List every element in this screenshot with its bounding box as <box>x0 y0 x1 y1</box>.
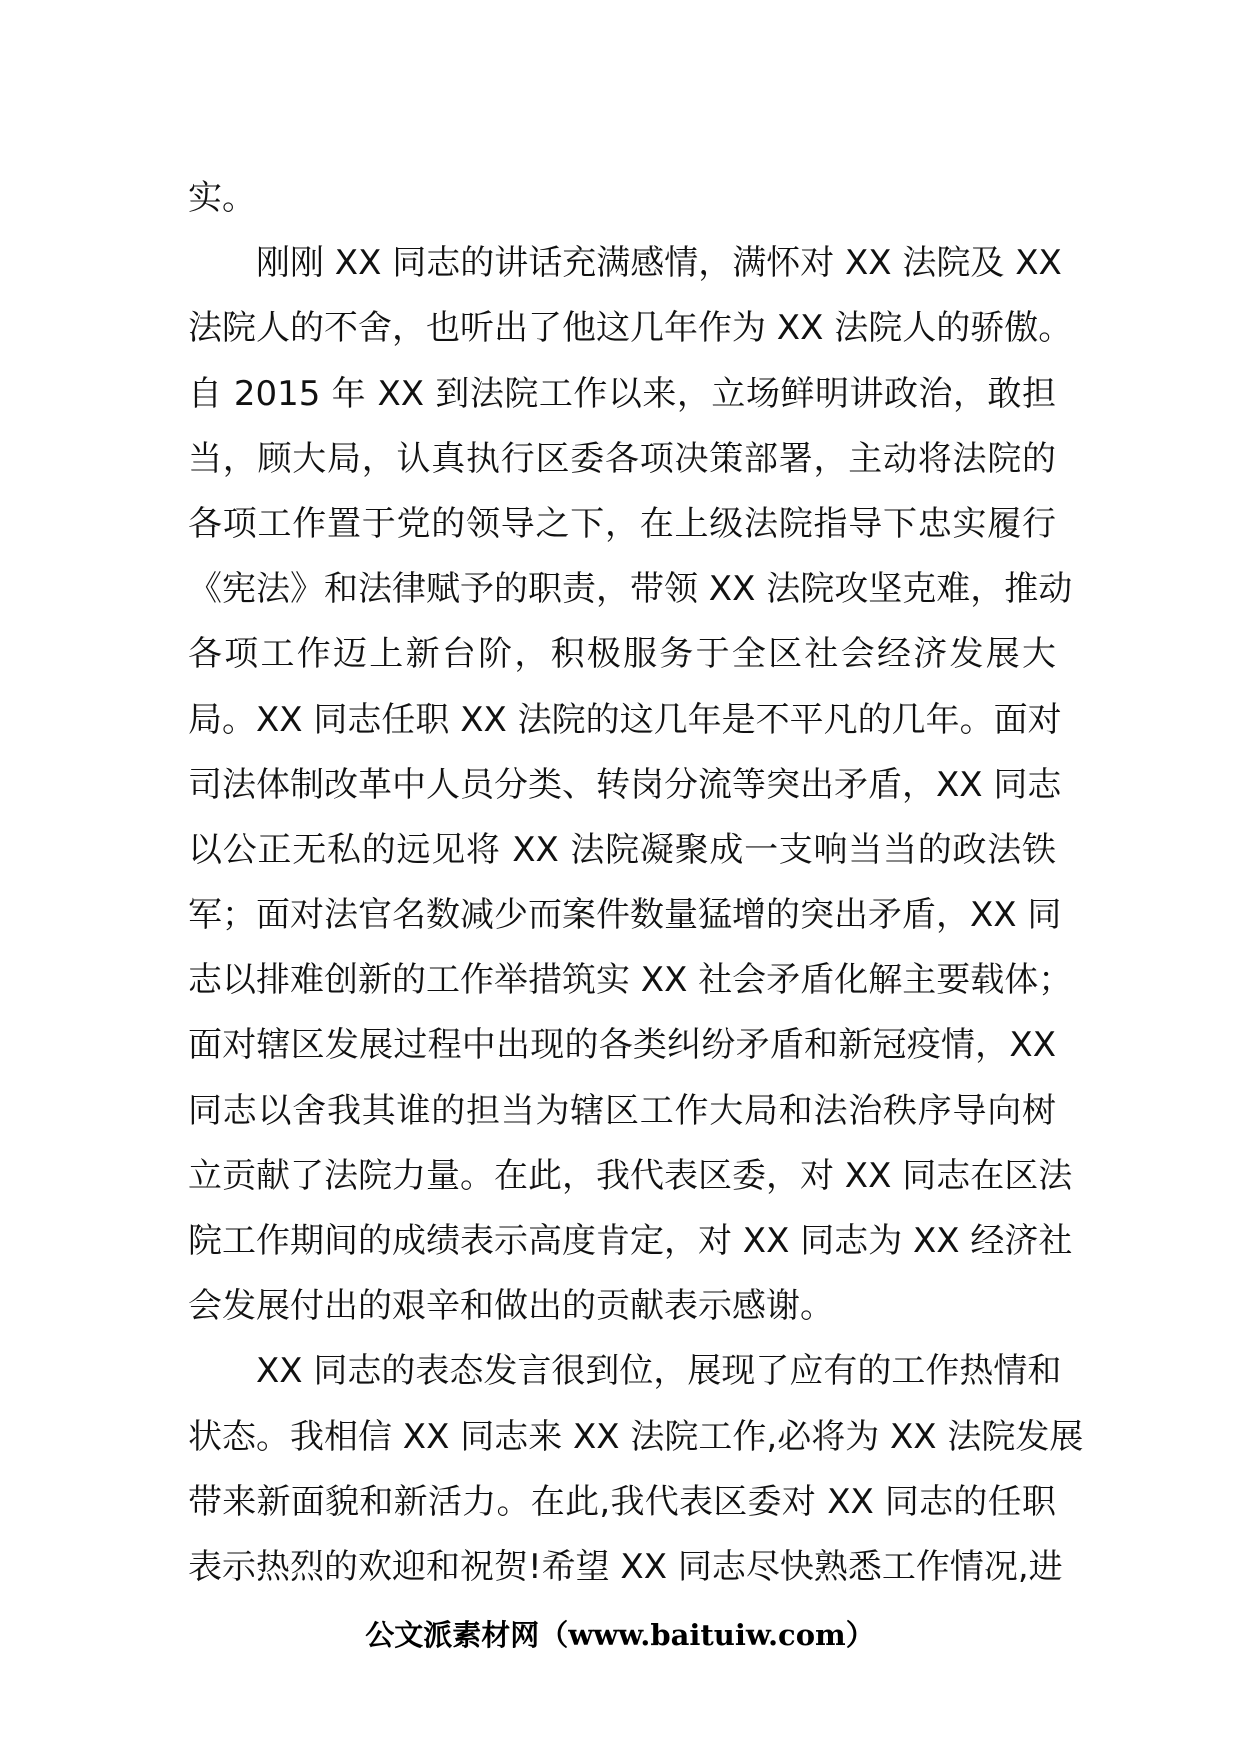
text-line: 会发展付出的艰辛和做出的贡献表示感谢。 <box>188 1286 834 1327</box>
text-line: 各项工作迈上新台阶，积极服务于全区社会经济发展大 <box>188 634 1056 675</box>
text-line: 带来新面貌和新活力。在此,我代表区委对 XX 同志的任职 <box>188 1481 1056 1522</box>
text-line: XX 同志的表态发言很到位，展现了应有的工作热情和 <box>256 1351 1062 1392</box>
text-line: 以公正无私的远见将 XX 法院凝聚成一支响当当的政法铁 <box>188 829 1056 870</box>
text-line: 同志以舍我其谁的担当为辖区工作大局和法治秩序导向树 <box>188 1090 1056 1131</box>
text-line: 军；面对法官名数减少而案件数量猛增的突出矛盾，XX 同 <box>188 895 1062 936</box>
text-line: 状态。我相信 XX 同志来 XX 法院工作,必将为 XX 法院发展 <box>188 1416 1084 1457</box>
text-line: 法院人的不舍，也听出了他这几年作为 XX 法院人的骄傲。 <box>188 308 1073 349</box>
text-line: 当，顾大局，认真执行区委各项决策部署，主动将法院的 <box>188 438 1056 479</box>
text-line: 志以排难创新的工作举措筑实 XX 社会矛盾化解主要载体； <box>188 960 1073 1001</box>
text-line: 局。XX 同志任职 XX 法院的这几年是不平凡的几年。面对 <box>188 699 1062 740</box>
text-line: 司法体制改革中人员分类、转岗分流等突出矛盾，XX 同志 <box>188 764 1062 805</box>
text-line: 实。 <box>188 178 256 218</box>
document-body <box>188 166 1084 1600</box>
text-line: 面对辖区发展过程中出现的各类纠纷矛盾和新冠疫情，XX <box>188 1025 1056 1066</box>
text-line: 立贡献了法院力量。在此，我代表区委，对 XX 同志在区法 <box>188 1155 1073 1196</box>
footer-watermark: 公文派素材网（www.baituiw.com） <box>365 1618 875 1652</box>
text-line: 刚刚 XX 同志的讲话充满感情，满怀对 XX 法院及 XX <box>256 243 1062 284</box>
text-line: 院工作期间的成绩表示高度肯定，对 XX 同志为 XX 经济社 <box>188 1221 1073 1261</box>
text-line: 各项工作置于党的领导之下，在上级法院指导下忠实履行 <box>188 503 1056 544</box>
text-line: 表示热烈的欢迎和祝贺!希望 XX 同志尽快熟悉工作情况,进 <box>188 1546 1063 1587</box>
text-line: 《宪法》和法律赋予的职责，带领 XX 法院攻坚克难，推动 <box>188 569 1073 610</box>
text-line: 自 2015 年 XX 到法院工作以来，立场鲜明讲政治，敢担 <box>188 373 1056 414</box>
